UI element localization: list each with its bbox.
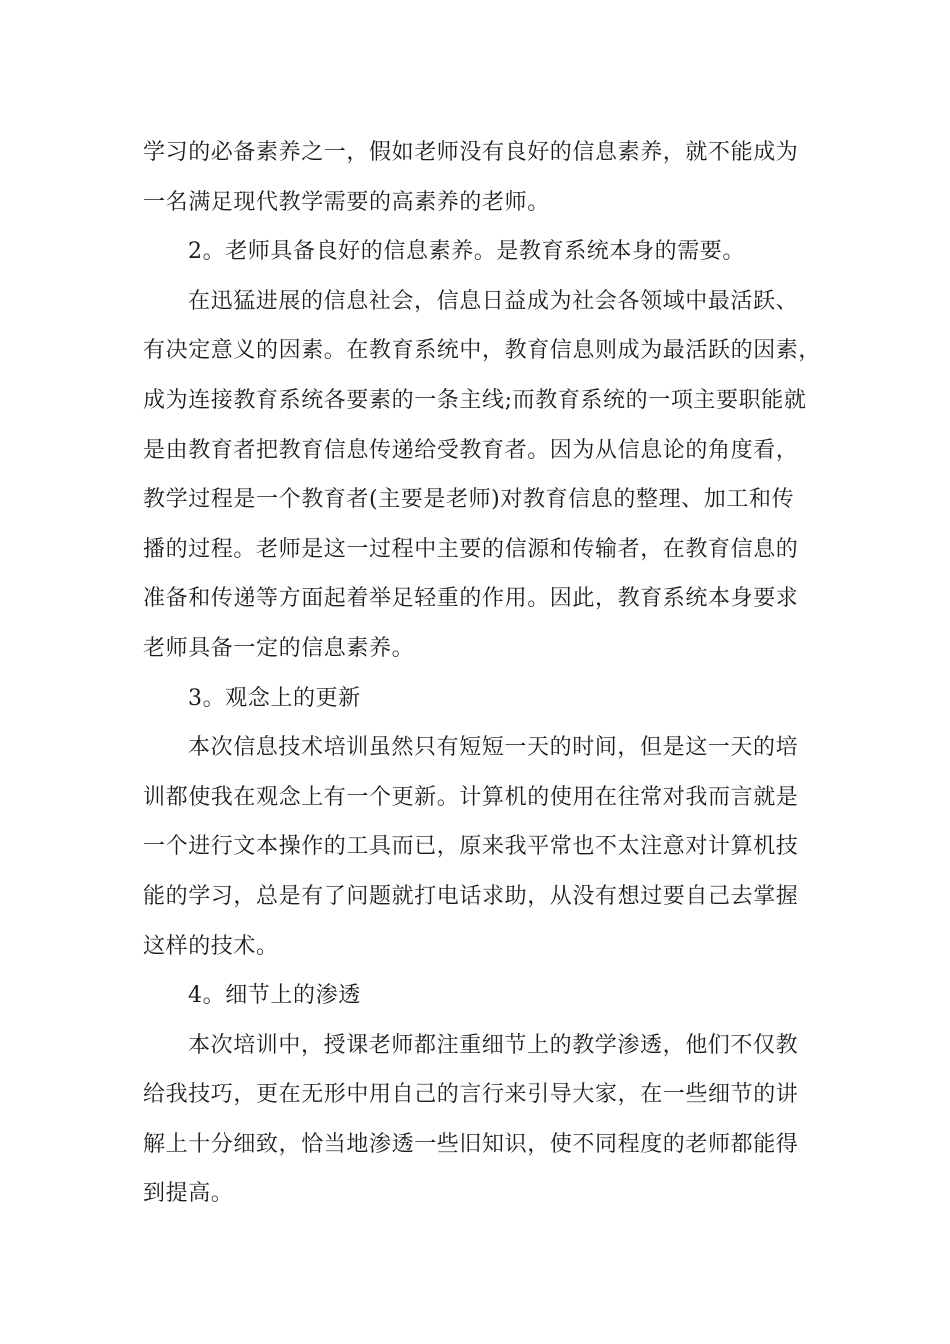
text-line: 播的过程。老师是这一过程中主要的信源和传输者，在教育信息的 xyxy=(143,536,799,562)
text-line: 给我技巧，更在无形中用自己的言行来引导大家，在一些细节的讲 xyxy=(143,1082,799,1108)
text-line: 成为连接教育系统各要素的一条主线;而教育系统的一项主要职能就 xyxy=(143,387,807,413)
paragraph-start: 在迅猛进展的信息社会，信息日益成为社会各领域中最活跃、 xyxy=(188,288,799,314)
section-heading-2: 2。老师具备良好的信息素养。是教育系统本身的需要。 xyxy=(188,239,745,265)
text-line: 解上十分细致，恰当地渗透一些旧知识，使不同程度的老师都能得 xyxy=(143,1131,799,1157)
text-line: 老师具备一定的信息素养。 xyxy=(143,635,415,661)
paragraph-start: 本次培训中，授课老师都注重细节上的教学渗透，他们不仅教 xyxy=(188,1032,799,1058)
text-line: 有决定意义的因素。在教育系统中，教育信息则成为最活跃的因素， xyxy=(143,338,822,364)
section-heading-3: 3。观念上的更新 xyxy=(188,685,361,711)
section-heading-4: 4。细节上的渗透 xyxy=(188,983,361,1009)
paragraph-start: 本次信息技术培训虽然只有短短一天的时间，但是这一天的培 xyxy=(188,735,799,761)
text-line: 这样的技术。 xyxy=(143,933,279,959)
text-line: 准备和传递等方面起着举足轻重的作用。因此，教育系统本身要求 xyxy=(143,586,799,612)
text-line: 学习的必备素养之一，假如老师没有良好的信息素养，就不能成为 xyxy=(143,140,799,165)
text-line: 一个进行文本操作的工具而已，原来我平常也不太注意对计算机技 xyxy=(143,834,799,860)
document-body xyxy=(143,128,822,1219)
text-line: 训都使我在观念上有一个更新。计算机的使用在往常对我而言就是 xyxy=(143,784,799,810)
text-line: 到提高。 xyxy=(143,1181,234,1207)
text-line: 一名满足现代教学需要的高素养的老师。 xyxy=(143,189,550,215)
text-line: 是由教育者把教育信息传递给受教育者。因为从信息论的角度看， xyxy=(143,437,799,463)
text-line: 能的学习，总是有了问题就打电话求助，从没有想过要自己去掌握 xyxy=(143,883,799,909)
text-line: 教学过程是一个教育者(主要是老师)对教育信息的整理、加工和传 xyxy=(143,487,795,513)
